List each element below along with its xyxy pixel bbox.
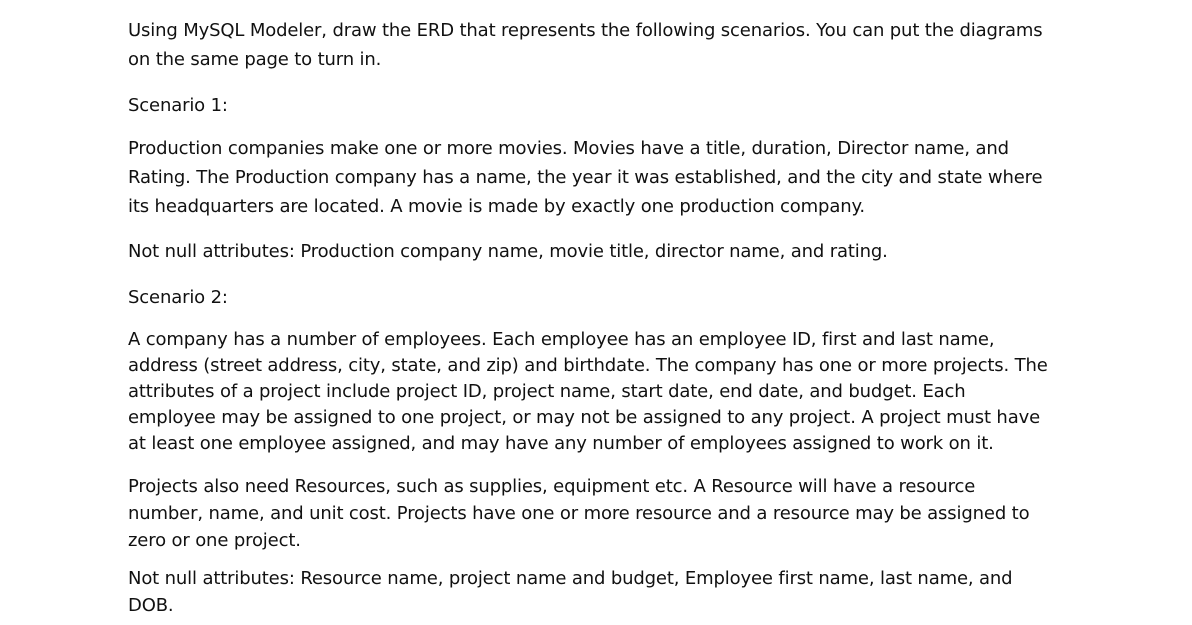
scenario-2-description	[128, 327, 1068, 457]
text-line: at least one employee assigned, and may have any number of employees assigned to work on it.	[128, 433, 994, 454]
text-line: Production companies make one or more movies. Movies have a title, duration, Director name, and	[128, 138, 1009, 159]
instructions-paragraph	[128, 16, 1068, 74]
text-line: employee may be assigned to one project, or may not be assigned to any project. A project must have	[128, 407, 1041, 428]
text-line: Not null attributes: Production company name, movie title, director name, and rating.	[128, 241, 888, 262]
text-line: Using MySQL Modeler, draw the ERD that represents the following scenarios. You can put the diagrams	[128, 20, 1043, 41]
scenario-2-resources-paragraph	[128, 473, 1068, 554]
text-line: on the same page to turn in.	[128, 49, 382, 70]
text-line: DOB.	[128, 595, 174, 616]
heading-text: Scenario 1:	[128, 95, 228, 116]
text-line: Not null attributes: Resource name, project name and budget, Employee first name, last name, and	[128, 568, 1013, 589]
scenario-2-not-null-attributes	[128, 565, 1068, 619]
text-line: its headquarters are located. A movie is made by exactly one production company.	[128, 196, 865, 217]
text-line: Projects also need Resources, such as supplies, equipment etc. A Resource will have a resource	[128, 476, 976, 497]
text-line: A company has a number of employees. Each employee has an employee ID, first and last name,	[128, 329, 995, 350]
text-line: address (street address, city, state, and zip) and birthdate. The company has one or more projects. The	[128, 355, 1048, 376]
scenario-1-not-null-attributes	[128, 237, 1068, 266]
text-line: zero or one project.	[128, 530, 301, 551]
heading-text: Scenario 2:	[128, 287, 228, 308]
text-line: Rating. The Production company has a name, the year it was established, and the city and state where	[128, 167, 1043, 188]
text-line: attributes of a project include project ID, project name, start date, end date, and budget. Each	[128, 381, 966, 402]
scenario-1-description	[128, 134, 1068, 221]
text-line: number, name, and unit cost. Projects have one or more resource and a resource may be assigned to	[128, 503, 1030, 524]
scenario-2-heading	[128, 283, 1068, 312]
scenario-1-heading	[128, 91, 1068, 120]
